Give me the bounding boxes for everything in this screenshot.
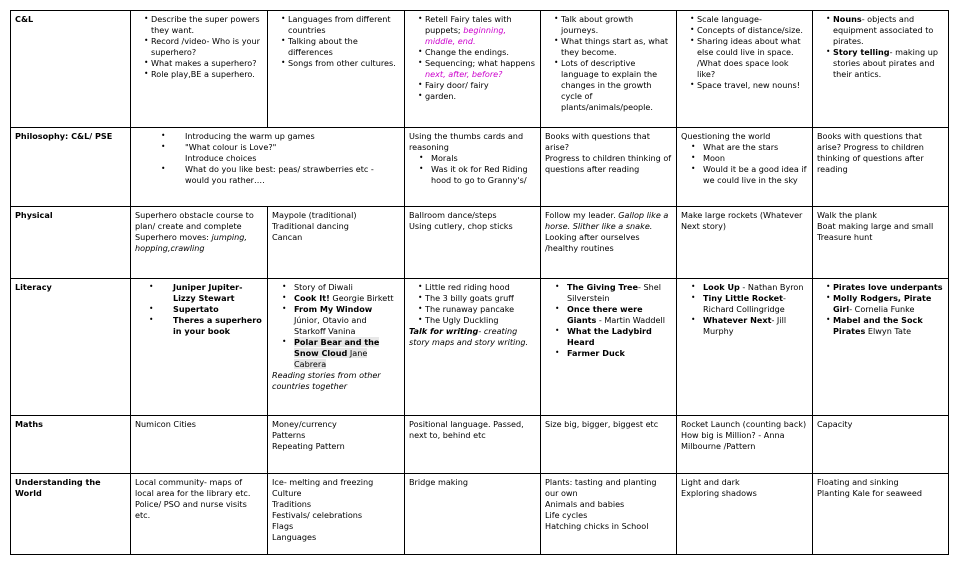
cell-cl-1 — [131, 11, 268, 128]
list-item: • Languages from different countries — [281, 14, 400, 36]
cell-philosophy-4 — [541, 128, 677, 207]
text-line: Repeating Pattern — [272, 441, 345, 451]
emphasis-text: next, after, before? — [425, 69, 503, 79]
list-item: • The runaway pancake — [418, 304, 536, 315]
bullet-list — [135, 14, 263, 80]
cell-literacy-1 — [131, 279, 268, 416]
row-label-physical: Physical — [11, 207, 131, 279]
strong-text: Theres a superhero in your book — [173, 315, 262, 336]
text: Retell Fairy tales with puppets; — [425, 14, 512, 35]
row-label-maths: Maths — [11, 416, 131, 474]
cell-cl-6 — [813, 11, 949, 128]
list-item: • Moon — [691, 153, 808, 164]
list-item: • Songs from other cultures. — [281, 58, 400, 69]
list-item: • What things start as, what they become. — [554, 36, 672, 58]
cell-maths-3 — [405, 416, 541, 474]
list-item: • Concepts of distance/size. — [690, 25, 808, 36]
cell-literacy-3 — [405, 279, 541, 416]
strong-text: Whatever Next — [703, 315, 772, 325]
row-label-cl: C&L — [11, 11, 131, 128]
list-item — [691, 315, 808, 337]
text-line: Boat making large and small — [817, 221, 934, 231]
text: "What colour is Love?" — [185, 142, 277, 152]
cell-utw-3 — [405, 474, 541, 555]
list-item — [161, 142, 400, 164]
list-item: • garden. — [418, 91, 536, 102]
text-line: Books with questions that arise? — [545, 131, 650, 152]
cell-maths-1 — [131, 416, 268, 474]
intro-text: Questioning the world — [681, 131, 771, 141]
bullet-list — [545, 14, 672, 113]
list-item: • Space travel, new nouns! — [690, 80, 808, 91]
text-line: Size big, bigger, biggest etc — [545, 419, 659, 429]
list-item: • Story of Diwali — [282, 282, 400, 293]
text-line: Planting Kale for seaweed — [817, 488, 922, 498]
cell-cl-5 — [677, 11, 813, 128]
text-line: Treasure hunt — [817, 232, 873, 242]
emphasis-text: Reading stories from other countries together — [272, 370, 381, 391]
text: Superhero moves: — [135, 232, 212, 242]
cell-physical-5 — [677, 207, 813, 279]
strong-text: Mabel and the Sock Pirates — [833, 315, 923, 336]
strong-text: Look Up — [703, 282, 740, 292]
list-item: • What makes a superhero? — [144, 58, 263, 69]
list-item — [282, 337, 400, 370]
text-line: Hatching chicks in School — [545, 521, 649, 531]
cell-literacy-6 — [813, 279, 949, 416]
list-item: • Little red riding hood — [418, 282, 536, 293]
list-item — [282, 293, 400, 304]
strong-text: Pirates love underpants — [833, 282, 943, 292]
text-line: Walk the plank — [817, 210, 877, 220]
table-row-physical — [11, 207, 949, 279]
emphasis-text: jumping, hopping,crawling — [135, 232, 247, 253]
cell-philosophy-3 — [405, 128, 541, 207]
text-line: Traditional dancing — [272, 221, 349, 231]
list-item — [826, 315, 944, 337]
cell-physical-4 — [541, 207, 677, 279]
cell-maths-4 — [541, 416, 677, 474]
list-item: • Scale language- — [690, 14, 808, 25]
text-line: Traditions — [272, 499, 312, 509]
strong-text: Farmer Duck — [567, 348, 625, 358]
list-item — [826, 14, 944, 47]
list-item: • Fairy door/ fairy — [418, 80, 536, 91]
bullet-list — [409, 282, 536, 326]
cell-philosophy-5 — [677, 128, 813, 207]
list-item — [418, 14, 536, 47]
bullet-list — [681, 142, 808, 186]
text-line: Bridge making — [409, 477, 469, 487]
bullet-list — [681, 282, 808, 337]
emphasis-text: Gallop like a horse. Slither like a snake. — [545, 210, 669, 231]
emphasis-text: - creating story maps and story writing. — [409, 326, 529, 347]
list-item: • Change the endings. — [418, 47, 536, 58]
cell-maths-6 — [813, 416, 949, 474]
text: - Cornelia Funke — [849, 304, 915, 314]
text-line: Books with questions that arise? Progress to children thinking of questions after reading — [817, 131, 924, 174]
text: - Jill Murphy — [703, 315, 787, 336]
cell-utw-4 — [541, 474, 677, 555]
cell-philosophy-6 — [813, 128, 949, 207]
list-item: • Record /video- Who is your superhero? — [144, 36, 263, 58]
text: Jane Cabrera — [294, 348, 368, 369]
text-line: Festivals/ celebrations — [272, 510, 363, 520]
list-item: • Role play,BE a superhero. — [144, 69, 263, 80]
list-item: • What do you like best: peas/ strawberries etc - would you rather…. — [161, 164, 400, 186]
list-item — [149, 282, 263, 304]
text-line: Floating and sinking — [817, 477, 899, 487]
strong-text: Molly Rodgers, Pirate Girl — [833, 293, 932, 314]
text-line: Exploring shadows — [681, 488, 757, 498]
text-line: Ice- melting and freezing — [272, 477, 374, 487]
cell-maths-5 — [677, 416, 813, 474]
list-item: • Was it ok for Red Riding hood to go to Granny's/ — [419, 164, 536, 186]
cell-physical-2 — [268, 207, 405, 279]
text-line: Culture — [272, 488, 302, 498]
cell-literacy-5 — [677, 279, 813, 416]
text: - Nathan Byron — [739, 282, 804, 292]
cell-cl-2 — [268, 11, 405, 128]
strong-text: Tiny Little Rocket — [703, 293, 784, 303]
text-line: Capacity — [817, 419, 853, 429]
list-item — [691, 282, 808, 293]
text-line: Police/ PSO and nurse visits etc. — [135, 499, 247, 520]
text-line: Using cutlery, chop sticks — [409, 221, 513, 231]
text: Georgie Birkett — [329, 293, 394, 303]
list-item — [826, 293, 944, 315]
emphasis-text: beginning, middle, end. — [425, 25, 507, 46]
list-item: • Describe the super powers they want. — [144, 14, 263, 36]
strong-text: From My Window — [294, 304, 373, 314]
text: - Shel Silverstein — [567, 282, 662, 303]
list-item — [555, 348, 672, 359]
sub-text: Introduce choices — [185, 153, 257, 163]
bullet-list — [135, 131, 400, 186]
list-item: • What are the stars — [691, 142, 808, 153]
list-item: • Talking about the differences — [281, 36, 400, 58]
list-item: • Lots of descriptive language to explain the changes in the growth cycle of plants/animals/people. — [554, 58, 672, 113]
cell-utw-2 — [268, 474, 405, 555]
text-line: Patterns — [272, 430, 306, 440]
list-item: • Would it be a good idea if we could live in the sky — [691, 164, 808, 186]
list-item — [149, 315, 263, 337]
text-line: Looking after ourselves /healthy routines — [545, 232, 640, 253]
list-item: • Morals — [419, 153, 536, 164]
table-row-cl — [11, 11, 949, 128]
strong-text: Juniper Jupiter — [173, 282, 240, 292]
strong-text: Cook It! — [294, 293, 330, 303]
list-item: • The Ugly Duckling — [418, 315, 536, 326]
text: - Lizzy Stewart — [173, 282, 243, 303]
text-line: Superhero obstacle course to plan/ create and complete — [135, 210, 254, 231]
cell-utw-1 — [131, 474, 268, 555]
text: - Richard Collingridge — [703, 293, 786, 314]
list-item — [555, 304, 672, 326]
list-item — [149, 304, 263, 315]
text-line — [135, 232, 263, 254]
bullet-list — [681, 14, 808, 91]
text-line: Flags — [272, 521, 294, 531]
text-line: How big is Million? - Anna Milbourne /Pattern — [681, 430, 785, 451]
intro-text: Using the thumbs cards and reasoning — [409, 131, 524, 152]
bullet-list — [272, 282, 400, 370]
row-label-understanding-the-world: Understanding the World — [11, 474, 131, 555]
text-line: Numicon Cities — [135, 419, 196, 429]
footer-text — [272, 370, 400, 392]
cell-physical-6 — [813, 207, 949, 279]
cell-cl-4 — [541, 11, 677, 128]
row-label-literacy: Literacy — [11, 279, 131, 416]
text: - objects and equipment associated to pirates. — [833, 14, 934, 46]
text-line: Life cycles — [545, 510, 588, 520]
list-item: • The 3 billy goats gruff — [418, 293, 536, 304]
bullet-list — [409, 14, 536, 102]
list-item — [691, 293, 808, 315]
list-item: • Sharing ideas about what else could live in space. /What does space look like? — [690, 36, 808, 80]
text-line: Plants: tasting and planting our own — [545, 477, 657, 498]
text-line: Maypole (traditional) — [272, 210, 357, 220]
strong-text: What the Ladybird Heard — [567, 326, 652, 347]
list-item — [555, 326, 672, 348]
strong-text: Once there were Giants — [567, 304, 643, 325]
text-line: Light and dark — [681, 477, 740, 487]
table-row-literacy — [11, 279, 949, 416]
footer-text — [409, 326, 536, 348]
text-line: Local community- maps of local area for the library etc. — [135, 477, 251, 498]
cell-literacy-4 — [541, 279, 677, 416]
cell-physical-3 — [405, 207, 541, 279]
strong-text: Polar Bear and the Snow Cloud — [294, 337, 380, 358]
bullet-list — [817, 14, 944, 80]
list-item — [826, 47, 944, 80]
cell-philosophy-1 — [131, 128, 405, 207]
text: - Martin Waddell — [596, 315, 665, 325]
strong-text: The Giving Tree — [567, 282, 639, 292]
list-item — [282, 304, 400, 337]
table-row-understanding-the-world — [11, 474, 949, 555]
text: - making up stories about pirates and their antics. — [833, 47, 938, 79]
bullet-list — [409, 153, 536, 186]
text-line: Progress to children thinking of questions after reading — [545, 153, 672, 174]
list-item — [826, 282, 944, 293]
bullet-list — [545, 282, 672, 359]
list-item: • Introducing the warm up games — [161, 131, 400, 142]
cell-maths-2 — [268, 416, 405, 474]
text-line: Languages — [272, 532, 317, 542]
cell-cl-3 — [405, 11, 541, 128]
strong-text: Nouns — [833, 14, 862, 24]
text-line: Ballroom dance/steps — [409, 210, 497, 220]
text-line: Cancan — [272, 232, 303, 242]
cell-utw-5 — [677, 474, 813, 555]
cell-literacy-2 — [268, 279, 405, 416]
text: Follow my leader. — [545, 210, 619, 220]
text: Júnior, Otavio and Starkoff Vanina — [294, 315, 367, 336]
text-line: Positional language. Passed, next to, behind etc — [409, 419, 524, 440]
table-row-maths — [11, 416, 949, 474]
list-item: • Talk about growth journeys. — [554, 14, 672, 36]
bullet-list — [817, 282, 944, 337]
strong-text: Talk for writing — [409, 326, 479, 336]
text-line: Animals and babies — [545, 499, 625, 509]
strong-text: Supertato — [173, 304, 219, 314]
bullet-list — [135, 282, 263, 337]
table-row-philosophy — [11, 128, 949, 207]
list-item — [418, 58, 536, 80]
row-label-philosophy: Philosophy: C&L/ PSE — [11, 128, 131, 207]
text: Elwyn Tate — [865, 326, 912, 336]
text-line: Rocket Launch (counting back) — [681, 419, 807, 429]
curriculum-grid — [10, 10, 949, 555]
cell-utw-6 — [813, 474, 949, 555]
strong-text: Story telling — [833, 47, 890, 57]
cell-physical-1 — [131, 207, 268, 279]
text-line: Make large rockets (Whatever Next story) — [681, 210, 803, 231]
list-item — [555, 282, 672, 304]
bullet-list — [272, 14, 400, 69]
text-line — [545, 210, 672, 232]
text-line: Money/currency — [272, 419, 337, 429]
text: Sequencing; what happens — [425, 58, 535, 68]
